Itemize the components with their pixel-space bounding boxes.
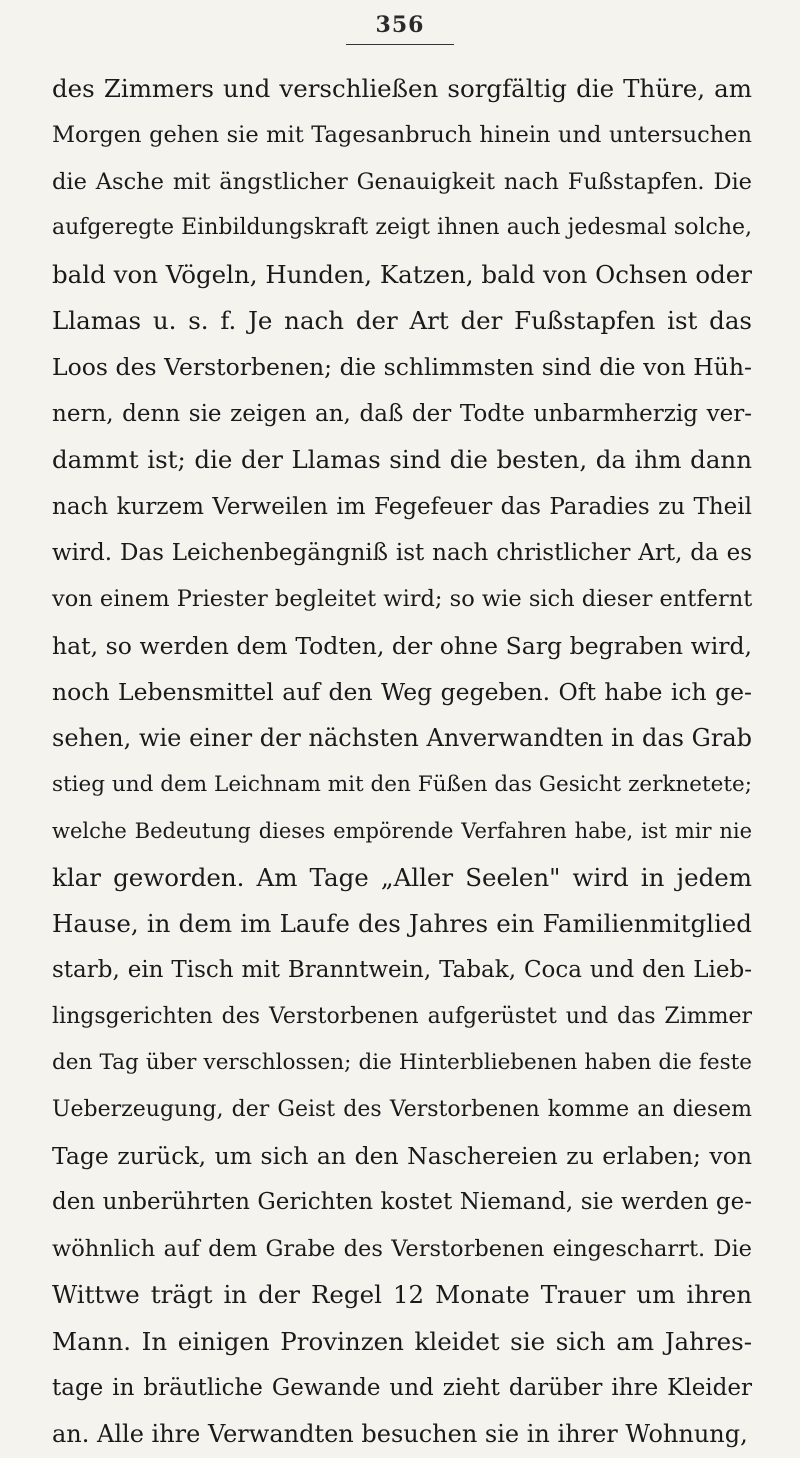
text-line: klar geworden. Am Tage „Aller Seelen" wird in jedem xyxy=(52,862,752,892)
text-line: dammt ist; die der Llamas sind die besten, da ihm dann xyxy=(52,445,752,475)
header-rule xyxy=(346,44,454,45)
text-line: bald von Vögeln, Hunden, Katzen, bald von Ochsen oder xyxy=(52,259,752,289)
text-line: lingsgerichten des Verstorbenen aufgerüstet und das Zimmer xyxy=(52,1003,752,1029)
text-line: den Tag über verschlossen; die Hinterbliebenen haben die feste xyxy=(52,1050,752,1076)
text-line: hat, so werden dem Todten, der ohne Sarg begraben wird, xyxy=(52,631,752,660)
text-line: des Zimmers und verschließen sorgfältig die Thüre, am xyxy=(52,74,752,103)
text-line: noch Lebensmittel auf den Weg gegeben. Oft habe ich ge- xyxy=(52,678,752,707)
text-line: Mann. In einigen Provinzen kleidet sie sich am Jahres- xyxy=(52,1326,752,1356)
text-line: Loos des Verstorbenen; die schlimmsten sind die von Hüh- xyxy=(52,353,752,382)
text-line: wird. Das Leichenbegängniß ist nach christlicher Art, da es xyxy=(52,539,752,566)
text-line: Tage zurück, um sich an den Naschereien zu erlaben; von xyxy=(52,1141,752,1170)
text-line: starb, ein Tisch mit Branntwein, Tabak, Coca und den Lieb- xyxy=(52,957,752,984)
text-line: wöhnlich auf dem Grabe des Verstorbenen eingescharrt. Die xyxy=(52,1235,752,1262)
text-line: Ueberzeugung, der Geist des Verstorbenen komme an diesem xyxy=(52,1096,752,1122)
text-line: nach kurzem Verweilen im Fegefeuer das Paradies zu Theil xyxy=(52,493,752,520)
body-text xyxy=(52,66,752,1458)
text-line: die Asche mit ängstlicher Genauigkeit nach Fußstapfen. Die xyxy=(52,168,752,195)
text-line: den unberührten Gerichten kostet Niemand, sie werden ge- xyxy=(52,1189,752,1216)
text-line: aufgeregte Einbildungskraft zeigt ihnen auch jedesmal solche, xyxy=(52,215,752,241)
text-line: sehen, wie einer der nächsten Anverwandten in das Grab xyxy=(52,724,752,753)
text-line: Hause, in dem im Laufe des Jahres ein Familienmitglied xyxy=(52,909,752,939)
page-number: 356 xyxy=(375,12,425,38)
text-line: nern, denn sie zeigen an, daß der Todte unbarmherzig ver- xyxy=(52,400,752,427)
text-line: von einem Priester begleitet wird; so wie sich dieser entfernt xyxy=(52,586,753,613)
text-line: welche Bedeutung dieses empörende Verfahren habe, ist mir nie xyxy=(52,819,752,844)
text-line: an. Alle ihre Verwandten besuchen sie in ihrer Wohnung, xyxy=(52,1420,748,1449)
text-line: stieg und dem Leichnam mit den Füßen das Gesicht zerknetete; xyxy=(52,771,752,797)
text-line: Wittwe trägt in der Regel 12 Monate Trauer um ihren xyxy=(52,1280,752,1310)
text-line: Morgen gehen sie mit Tagesanbruch hinein und untersuchen xyxy=(52,122,752,149)
text-line: Llamas u. s. f. Je nach der Art der Fußstapfen ist das xyxy=(52,305,752,335)
text-line: tage in bräutliche Gewande und zieht darüber ihre Kleider xyxy=(52,1374,752,1401)
